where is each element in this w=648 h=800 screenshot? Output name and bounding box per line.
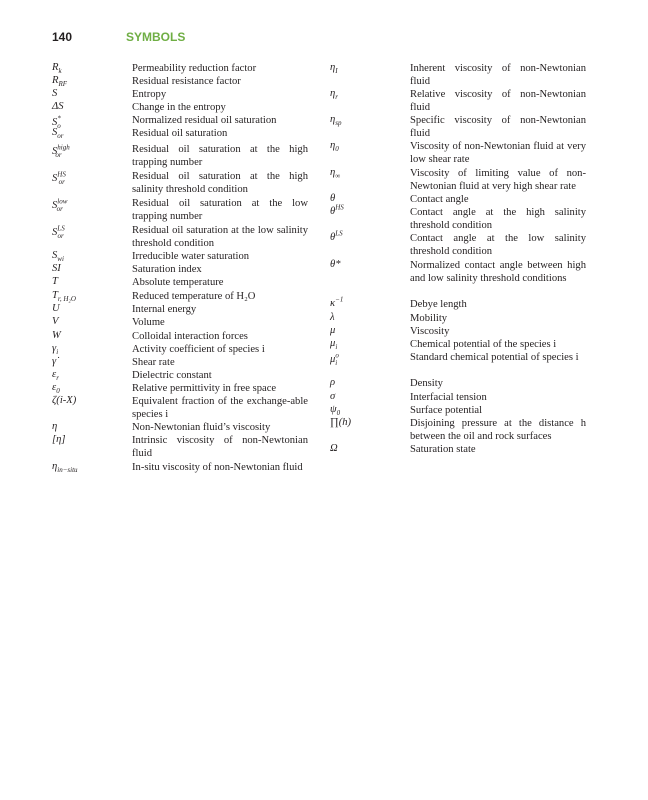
symbol: $\eta_\infty$ [330,167,341,181]
symbol: $\kappa^{-1}$ [330,295,344,309]
definition: Contact angle at the low salinity threshold condition [410,233,586,258]
symbol: $\varepsilon_r$ [52,369,59,383]
definition: Saturation index [132,264,202,275]
definition: Activity coefficient of species i [132,344,265,355]
definition: Entropy [132,89,167,100]
definition: Debye length [410,299,467,310]
definition: Viscosity of non-Newtonian fluid at very low shear rate [410,141,586,166]
definition: Mobility [410,313,448,324]
symbol: U [52,303,60,314]
symbol: $\gamma_i$ [52,343,59,357]
definition: Contact angle at the high salinity threshold condition [410,207,586,232]
symbol: W [52,330,61,341]
symbol: ∏(h) [330,417,352,428]
symbol: η [52,421,58,432]
definition: Contact angle [410,194,469,205]
definition: Standard chemical potential of species i [410,352,579,363]
definition: Relative viscosity of non-Newtonian fluid [410,89,586,114]
symbol: ρ [330,377,336,388]
page-number: 140 [52,30,73,44]
definition: Residual oil saturation at the high salinity threshold condition [132,171,308,196]
symbol: μ [330,325,336,336]
running-head: SYMBOLS [126,30,186,44]
symbol: $\eta_{in-situ}$ [52,461,78,475]
symbol: $\mu_i$ [330,338,338,352]
symbol: T [52,276,58,287]
symbol: σ [330,391,336,402]
symbol: $S^{high}_{or}$ [52,143,70,160]
symbol: λ [330,312,335,323]
definition: Volume [132,317,165,328]
symbol: $S_{wi}$ [52,250,64,264]
definition: Colloidal interaction forces [132,331,248,342]
definition: Interfacial tension [410,392,487,403]
symbol: γ̇ [52,356,57,367]
symbol: $\mu^o_i$ [330,351,339,368]
definition: Chemical potential of the species i [410,339,557,350]
definition: Residual oil saturation at the high trapping number [132,144,308,169]
definition: Residual oil saturation [132,128,228,139]
symbol: [η] [52,434,66,445]
symbol: $\eta_r$ [330,88,338,102]
definition: Normalized residual oil saturation [132,115,277,126]
definition: Saturation state [410,444,476,455]
definition: Density [410,378,443,389]
symbol: $R_{RF}$ [52,75,68,89]
definition: Surface potential [410,405,483,416]
symbol: θ* [330,259,341,270]
definition: Residual resistance factor [132,76,241,87]
symbol: V [52,316,59,327]
symbol: $S^{LS}_{or}$ [52,224,65,241]
definition: Residual oil saturation at the low salinity threshold condition [132,225,308,250]
symbol: $\varepsilon_0$ [52,382,60,396]
definition: Viscosity of limiting value of non-Newtonian fluid at very high shear rate [410,168,586,193]
symbol: θ [330,193,336,204]
symbol: $S^{HS}_{or}$ [52,170,66,187]
definition: Inherent viscosity of non-Newtonian fluid [410,63,586,88]
definition: Permeability reduction factor [132,63,257,74]
symbol: $\eta_{sp}$ [330,114,342,128]
definition: Normalized contact angle between high and low salinity threshold conditions [410,260,586,285]
definition: Relative permittivity in free space [132,383,277,394]
definition: Reduced temperature of H₂O [132,291,256,302]
definition: Non-Newtonian fluid’s viscosity [132,422,271,433]
definition: Absolute temperature [132,277,224,288]
definition: Disjoining pressure at the distance h between the oil and rock surfaces [410,418,586,443]
symbol: ζ(i-X) [52,395,77,406]
definition: Specific viscosity of non-Newtonian fluid [410,115,586,140]
symbol: $\theta^{LS}$ [330,229,343,243]
definition: Viscosity [410,326,450,337]
definition: Shear rate [132,357,175,368]
definition: Dielectric constant [132,370,212,381]
symbol: $S^{low}_{or}$ [52,197,68,214]
symbol: $T_{r, H_2O}$ [52,290,76,304]
definition: Change in the entropy [132,102,226,113]
symbol: $\psi_0$ [330,404,341,418]
symbol: $\eta_I$ [330,62,338,76]
definition: Intrinsic viscosity of non-Newtonian fluid [132,435,308,460]
symbol: $S_{or}$ [52,127,64,141]
definition: Residual oil saturation at the low trapping number [132,198,308,223]
symbol: $R_k$ [52,62,62,76]
symbol: $\theta^{HS}$ [330,203,344,217]
symbol: S [52,88,58,99]
symbol: ΔS [52,101,64,112]
symbol: $\eta_0$ [330,140,339,154]
definition: Internal energy [132,304,197,315]
definition: In-situ viscosity of non-Newtonian fluid [132,462,303,473]
symbol: Ω [330,443,338,454]
definition: Equivalent fraction of the exchange-able species i [132,396,308,421]
definition: Irreducible water saturation [132,251,250,262]
symbol: $S^*_o$ [52,114,61,131]
symbol: SI [52,263,61,274]
